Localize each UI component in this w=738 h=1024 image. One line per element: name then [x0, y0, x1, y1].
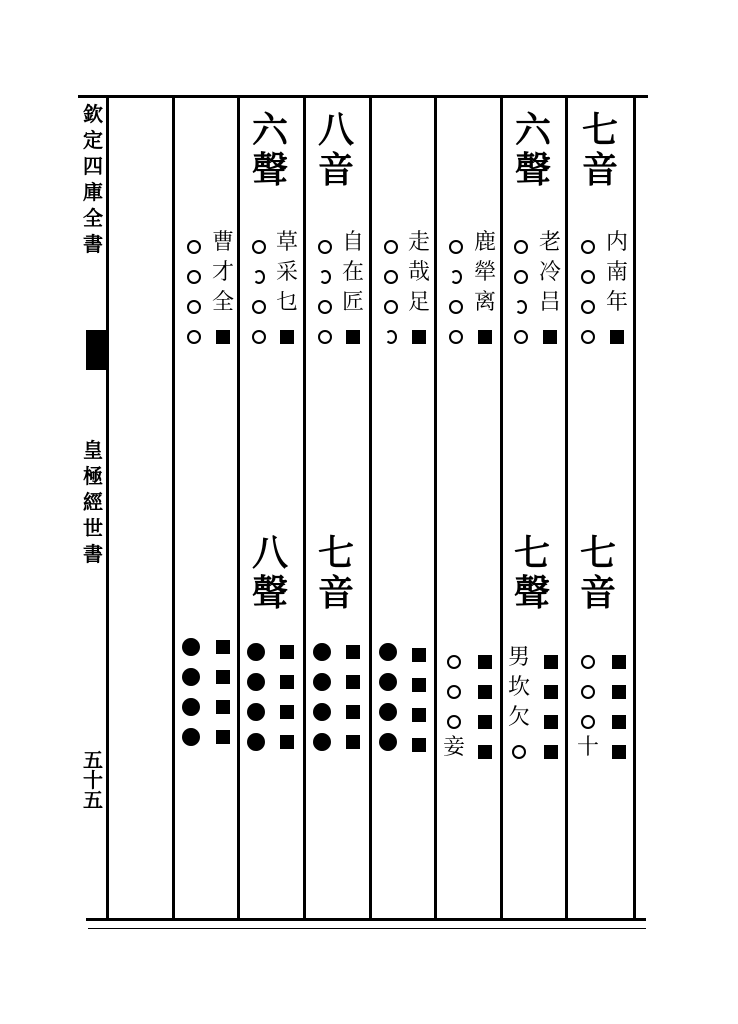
half-circle-mark [508, 292, 534, 322]
filled-square-mark [472, 647, 498, 677]
filled-square-mark [210, 632, 236, 662]
col6-heading-top: 六 聲 [251, 109, 288, 191]
filled-square-mark [274, 697, 300, 727]
col2-heading-top: 六 聲 [514, 109, 551, 191]
col4-dots-bottom [375, 637, 401, 757]
open-circle-mark [181, 262, 207, 292]
filled-square-mark [606, 647, 632, 677]
filled-square-mark [472, 322, 498, 352]
open-circle-mark [508, 322, 534, 352]
col6-marks-top [246, 232, 272, 352]
filled-circle-mark [243, 727, 269, 757]
col2-squares-bottom [538, 647, 564, 767]
open-circle-mark [181, 232, 207, 262]
open-circle-mark [181, 292, 207, 322]
col5-marks-top [312, 232, 338, 352]
col6-heading-bottom: 八 聲 [251, 532, 288, 614]
col5-squares-bottom [340, 637, 366, 757]
col2-chars-bottom: 男 坎 欠 [506, 647, 532, 767]
col3-marks-bottom: 妾 [441, 647, 467, 767]
filled-circle-mark [309, 727, 335, 757]
open-circle-mark [312, 292, 338, 322]
bottom-border [86, 918, 646, 921]
half-circle-mark [312, 262, 338, 292]
open-circle-mark [506, 737, 532, 767]
col5-heading-top: 八 音 [317, 109, 354, 191]
filled-square-mark [472, 707, 498, 737]
column-line [434, 98, 437, 918]
open-circle-mark [246, 322, 272, 352]
half-circle-mark [246, 262, 272, 292]
col5-dots-bottom [309, 637, 335, 757]
col7-marks-top [181, 232, 207, 352]
filled-square-mark [538, 737, 564, 767]
col5-heading-bottom: 七 音 [317, 532, 354, 614]
open-circle-mark [575, 647, 601, 677]
filled-square-mark [606, 677, 632, 707]
open-circle-mark [575, 707, 601, 737]
open-circle-mark [575, 232, 601, 262]
half-circle-mark [443, 262, 469, 292]
filled-square-mark [604, 322, 630, 352]
filled-circle-mark [375, 697, 401, 727]
col7-dots-bottom [178, 632, 204, 752]
col2-chars-top: 老 冷 吕 [537, 232, 563, 352]
filled-square-mark [210, 322, 236, 352]
open-circle-mark [443, 232, 469, 262]
open-circle-mark [441, 647, 467, 677]
filled-square-mark [538, 647, 564, 677]
open-circle-mark [246, 232, 272, 262]
open-circle-mark [181, 322, 207, 352]
column-line [303, 98, 306, 918]
open-circle-mark [508, 232, 534, 262]
column-line [237, 98, 240, 918]
open-circle-mark [378, 262, 404, 292]
col6-dots-bottom [243, 637, 269, 757]
col1-heading-top: 七 音 [581, 109, 618, 191]
filled-circle-mark [375, 637, 401, 667]
filled-circle-mark [243, 697, 269, 727]
open-circle-mark [246, 292, 272, 322]
open-circle-mark [378, 232, 404, 262]
column-line [565, 98, 568, 918]
open-circle-mark [443, 292, 469, 322]
open-circle-mark [508, 262, 534, 292]
filled-square-mark [340, 727, 366, 757]
col5-chars-top: 自 在 匠 [340, 232, 366, 352]
col1-marks-top [575, 232, 601, 352]
col4-squares-bottom [406, 640, 432, 760]
filled-square-mark [274, 727, 300, 757]
open-circle-mark [575, 677, 601, 707]
col3-squares-bottom [472, 647, 498, 767]
filled-square-mark [210, 692, 236, 722]
column-line [172, 98, 175, 918]
col3-chars-top: 鹿 犖 离 [472, 232, 498, 352]
filled-square-mark [406, 670, 432, 700]
filled-square-mark [606, 707, 632, 737]
filled-square-mark [274, 322, 300, 352]
filled-square-mark [210, 662, 236, 692]
filled-square-mark [340, 637, 366, 667]
bottom-border-inner [88, 928, 646, 929]
filled-square-mark [406, 700, 432, 730]
col1-marks-bottom: 十 [575, 647, 601, 767]
filled-square-mark [606, 737, 632, 767]
half-circle-mark [378, 322, 404, 352]
filled-circle-mark [178, 722, 204, 752]
col3-marks-top [443, 232, 469, 352]
filled-circle-mark [309, 637, 335, 667]
open-circle-mark [575, 322, 601, 352]
column-line [369, 98, 372, 918]
filled-circle-mark [375, 727, 401, 757]
open-circle-mark [312, 232, 338, 262]
filled-circle-mark [309, 667, 335, 697]
col1-heading-bottom: 七 音 [579, 532, 616, 614]
book-title: 皇 極 經 世 書 [83, 438, 103, 566]
col6-squares-bottom [274, 637, 300, 757]
filled-circle-mark [243, 637, 269, 667]
filled-square-mark [340, 322, 366, 352]
page-number: 五十五 [83, 748, 103, 812]
filled-square-mark [406, 730, 432, 760]
column-line [500, 98, 503, 918]
filled-circle-mark [243, 667, 269, 697]
column-line [106, 95, 109, 918]
filled-square-mark [274, 667, 300, 697]
col1-squares-bottom [606, 647, 632, 767]
col4-marks-top [378, 232, 404, 352]
filled-square-mark [274, 637, 300, 667]
open-circle-mark [378, 292, 404, 322]
filled-square-mark [210, 722, 236, 752]
filled-square-mark [340, 667, 366, 697]
filled-circle-mark [178, 632, 204, 662]
open-circle-mark [443, 322, 469, 352]
open-circle-mark [441, 707, 467, 737]
filled-square-mark [406, 640, 432, 670]
filled-circle-mark [178, 662, 204, 692]
open-circle-mark [312, 322, 338, 352]
filled-circle-mark [375, 667, 401, 697]
col2-heading-bottom: 七 聲 [513, 532, 550, 614]
col2-marks-top [508, 232, 534, 352]
spine-title: 欽 定 四 庫 全 書 [83, 102, 103, 256]
filled-square-mark [538, 707, 564, 737]
open-circle-mark [575, 262, 601, 292]
open-circle-mark [575, 292, 601, 322]
col7-squares-bottom [210, 632, 236, 752]
column-line [633, 95, 636, 918]
fishtail-mark [86, 330, 106, 370]
filled-circle-mark [309, 697, 335, 727]
col1-chars-top: 内 南 年 [604, 232, 630, 352]
filled-square-mark [537, 322, 563, 352]
col7-chars-top: 曹 才 全 [210, 232, 236, 352]
filled-square-mark [472, 737, 498, 767]
filled-square-mark [472, 677, 498, 707]
filled-circle-mark [178, 692, 204, 722]
col4-chars-top: 走 哉 足 [406, 232, 432, 352]
filled-square-mark [340, 697, 366, 727]
top-border [78, 95, 648, 98]
open-circle-mark [441, 677, 467, 707]
col6-chars-top: 草 采 乜 [274, 232, 300, 352]
filled-square-mark [538, 677, 564, 707]
filled-square-mark [406, 322, 432, 352]
